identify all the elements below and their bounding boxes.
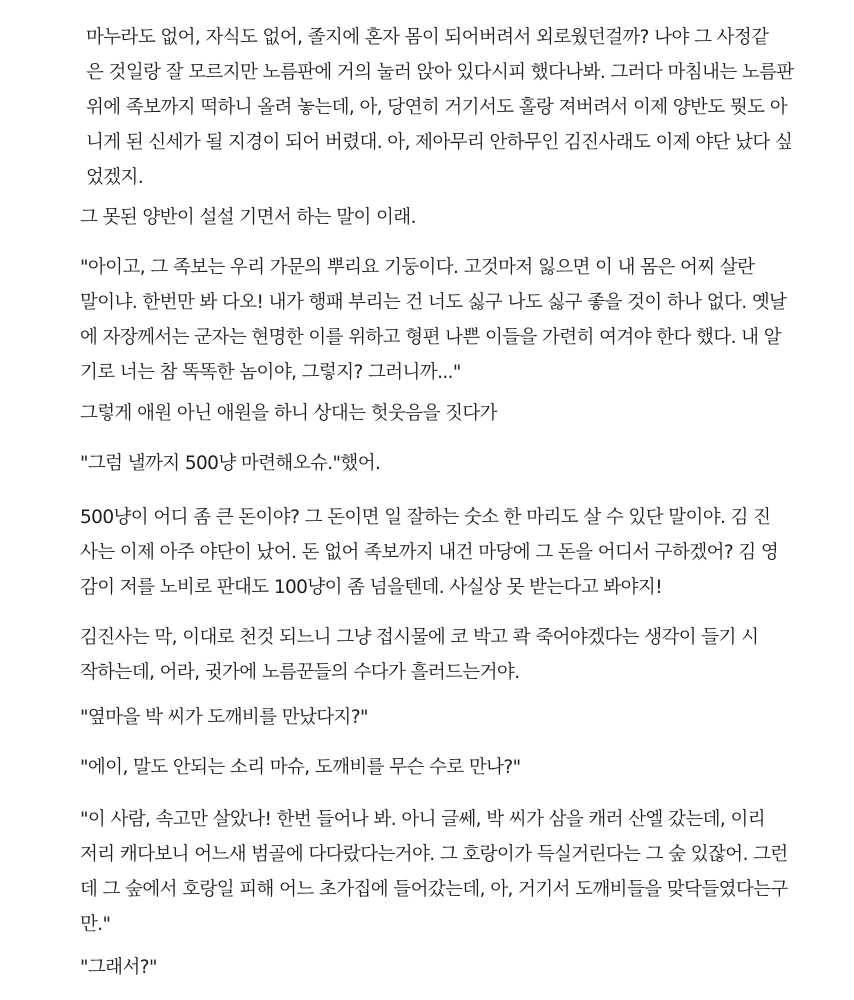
paragraph-11: [52, 950, 812, 985]
text-line: 위에 족보까지 떡하니 올려 놓는데, 아, 당연히 거기서도 홀랑 져버려서 이제 양반도 뭣도 아: [86, 97, 787, 118]
text-line: 은 것일랑 잘 모르지만 노름판에 거의 눌러 앉아 있다시피 했다나봐. 그러다 마침내는 노름판: [86, 62, 794, 83]
paragraph-6: [52, 500, 812, 605]
text-line: 그렇게 애원 아닌 애원을 하니 상대는 헛웃음을 짓다가: [80, 403, 497, 424]
paragraph-5: [52, 446, 812, 481]
text-line: 데 그 숲에서 호랑일 피해 어느 초가집에 들어갔는데, 아, 거기서 도깨비들을 맞닥들였다는구: [80, 879, 788, 900]
text-line: 500냥이 어디 좀 큰 돈이야? 그 돈이면 일 잘하는 숫소 한 마리도 살 수 있단 말이야. 김 진: [80, 507, 771, 528]
text-line: 니게 된 신세가 될 지경이 되어 버렸대. 아, 제아무리 안하무인 김진사래도 이제 야단 났다 싶: [86, 132, 793, 153]
paragraph-1: [52, 20, 812, 195]
text-line: 마누라도 없어, 자식도 없어, 졸지에 혼자 몸이 되어버려서 외로웠던걸까? 나야 그 사정같: [86, 27, 769, 48]
text-line: 저리 캐다보니 어느새 범골에 다다랐다는거야. 그 호랑이가 득실거린다는 그 숲 있잖어. 그런: [80, 844, 788, 865]
text-line: 에 자장께서는 군자는 현명한 이를 위하고 형편 나쁜 이들을 가련히 여겨야 한다 했다. 내 알: [80, 327, 781, 348]
text-line: "에이, 말도 안되는 소리 마슈, 도깨비를 무슨 수로 만나?": [80, 757, 521, 778]
paragraph-8: [52, 700, 812, 735]
text-line: 김진사는 막, 이대로 천것 되느니 그냥 접시물에 코 박고 콱 죽어야겠다는 생각이 들기 시: [80, 627, 759, 648]
text-line: "아이고, 그 족보는 우리 가문의 뿌리요 기둥이다. 고것마저 잃으면 이 내 몸은 어찌 살란: [80, 257, 755, 278]
text-line: 감이 저를 노비로 판대도 100냥이 좀 넘을텐데. 사실상 못 받는다고 봐야지!: [80, 577, 663, 598]
paragraph-3: [52, 250, 812, 390]
paragraph-9: [52, 750, 812, 785]
paragraph-4: [52, 396, 812, 431]
paragraph-10: [52, 802, 812, 942]
text-line: 말이냐. 한번만 봐 다오! 내가 행패 부리는 건 너도 싫구 나도 싫구 좋을 것이 하나 없다. 옛날: [80, 292, 787, 313]
paragraph-2: [52, 200, 812, 235]
text-line: 었겠지.: [86, 167, 144, 188]
text-line: "옆마을 박 씨가 도깨비를 만났다지?": [80, 707, 368, 728]
text-line: "이 사람, 속고만 살았나! 한번 들어나 봐. 아니 글쎄, 박 씨가 삼을 캐러 산엘 갔는데, 이리: [80, 809, 766, 830]
text-line: 사는 이제 아주 야단이 났어. 돈 없어 족보까지 내건 마당에 그 돈을 어디서 구하겠어? 김 영: [80, 542, 779, 563]
text-line: 작하는데, 어라, 귓가에 노름꾼들의 수다가 흘러드는거야.: [80, 662, 520, 683]
text-line: "그래서?": [80, 957, 157, 978]
text-line: 그 못된 양반이 설설 기면서 하는 말이 이래.: [80, 207, 416, 228]
text-line: 기로 너는 참 똑똑한 놈이야, 그렇지? 그러니까...": [80, 362, 461, 383]
paragraph-7: [52, 620, 812, 690]
text-line: "그럼 낼까지 500냥 마련해오슈."했어.: [80, 453, 381, 474]
text-line: 만.": [80, 914, 111, 935]
